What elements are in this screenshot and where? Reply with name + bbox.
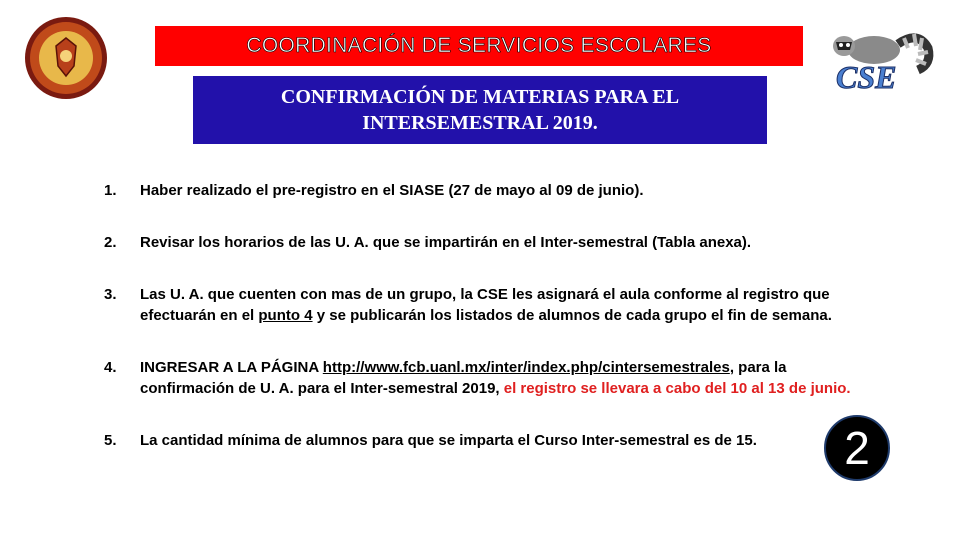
page-title-line-1: CONFIRMACIÓN DE MATERIAS PARA EL	[280, 86, 680, 108]
item-number: 4.	[104, 359, 117, 376]
raccoon-cse-logo	[822, 24, 938, 96]
coordination-banner	[155, 26, 803, 66]
page-title-line-2: INTERSEMESTRAL 2019.	[362, 112, 598, 134]
item-text	[140, 357, 884, 399]
item-text	[140, 284, 884, 326]
list-item	[104, 232, 884, 253]
item-text-part: INGRESAR A LA PÁGINA	[140, 359, 323, 376]
list-item	[104, 180, 884, 201]
cse-logo-text: CSE	[836, 59, 897, 95]
requirements-list	[104, 180, 884, 451]
punto-4-link[interactable]: punto 4	[258, 307, 313, 324]
banner-text: COORDINACIÓN DE SERVICIOS ESCOLARES	[246, 34, 712, 57]
item-text: Revisar los horarios de las U. A. que se impartirán en el Inter-semestral (Tabla anexa).	[140, 234, 752, 251]
item-text-part: Las U. A. que cuenten con mas de un grupo, la CSE les asignará el aula conforme al registro que efectuarán en el	[140, 286, 830, 324]
item-text: La cantidad mínima de alumnos para que se imparta el Curso Inter-semestral es de 15.	[140, 432, 757, 449]
page-title-box	[193, 76, 767, 144]
list-item	[104, 357, 884, 399]
item-text-part: y se publicarán los listados de alumnos de cada grupo el fin de semana.	[312, 307, 832, 324]
item-text: Haber realizado el pre-registro en el SIASE (27 de mayo al 09 de junio).	[140, 182, 644, 199]
item-number: 5.	[104, 432, 117, 449]
registration-url-link[interactable]: http://www.fcb.uanl.mx/inter/index.php/cintersemestrales	[322, 359, 730, 376]
registration-dates-highlight: el registro se llevara a cabo del 10 al 13 de junio.	[503, 380, 851, 397]
item-number: 1.	[104, 182, 117, 199]
university-seal-logo	[24, 16, 108, 100]
list-item	[104, 284, 884, 326]
list-item	[104, 430, 884, 451]
page-number-badge: 2	[824, 415, 890, 481]
item-number: 2.	[104, 234, 117, 251]
item-number: 3.	[104, 286, 117, 303]
item-text-part: , para la confirmación de U. A. para el Inter-semestral 2019,	[140, 359, 787, 397]
